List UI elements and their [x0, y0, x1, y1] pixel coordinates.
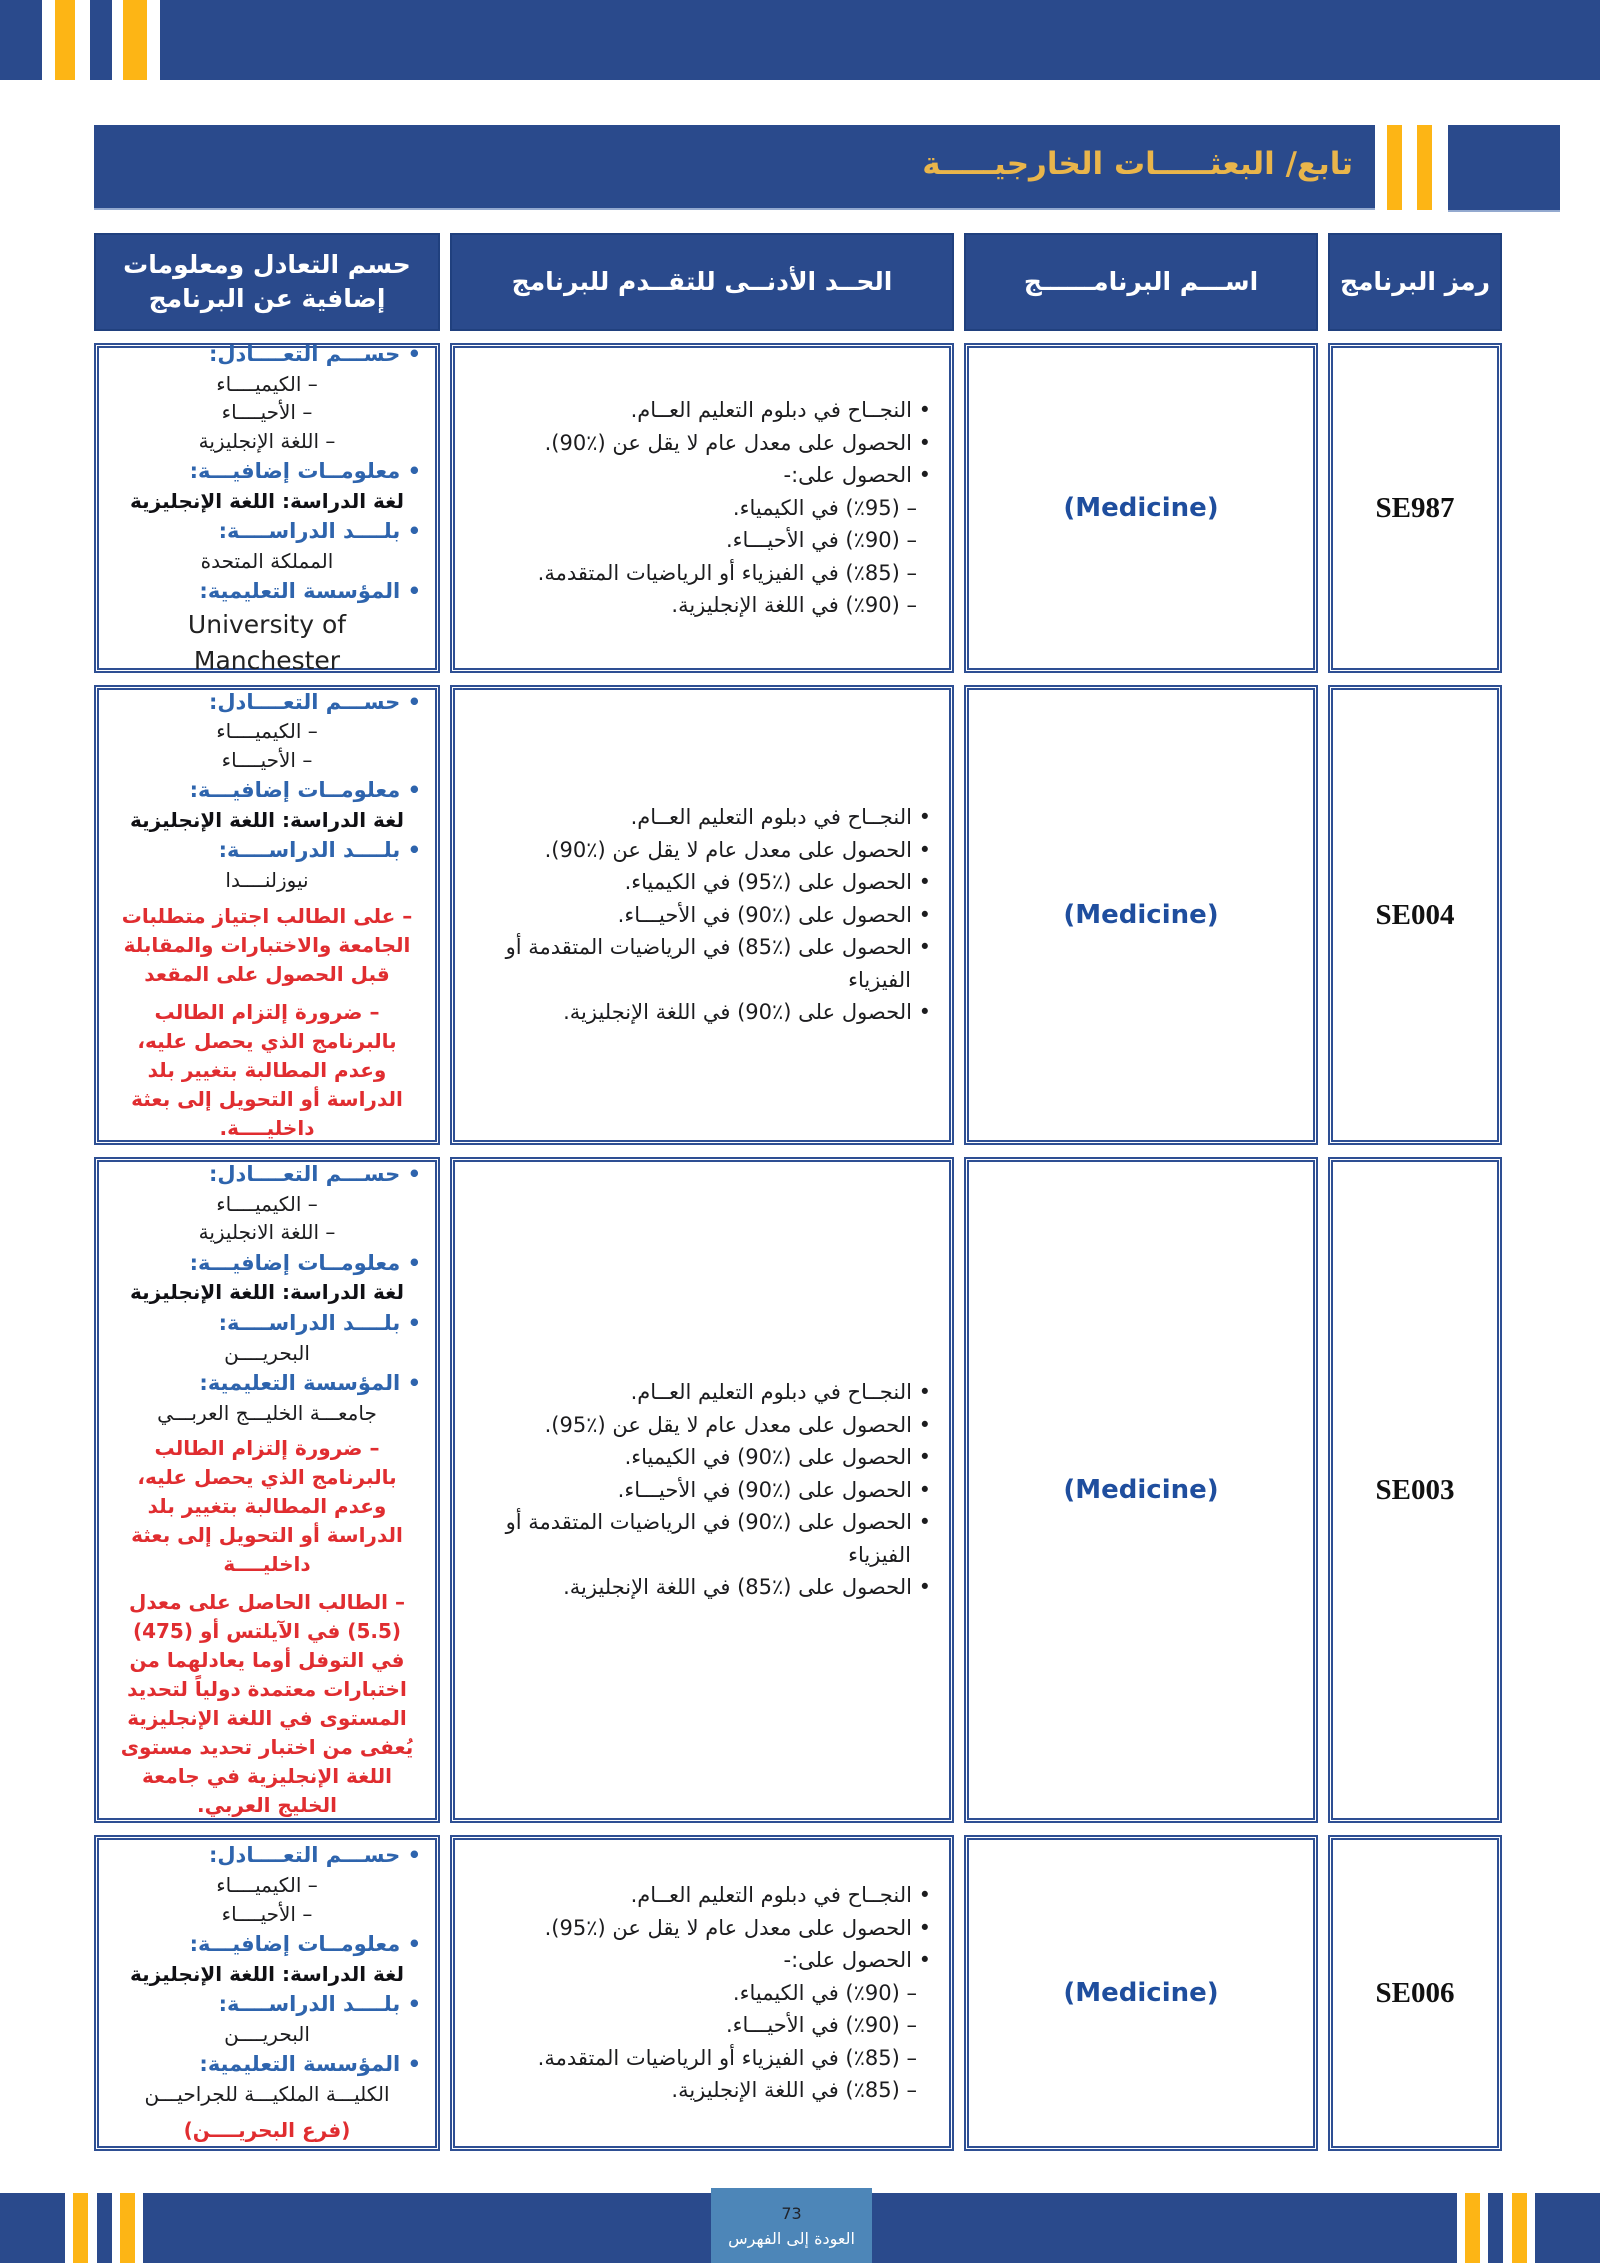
program-code: SE003 [1375, 1473, 1455, 1506]
decor-blue-segment [1448, 125, 1560, 212]
info-line: – على الطالب اجتياز متطلبات الجامعة والاختبارات والمقابلة قبل الحصول على المقعد [121, 903, 413, 986]
info-line: لغة الدراسة: اللغة الإنجليزية [130, 807, 404, 832]
info-line: نيوزلنــــدا [225, 868, 309, 893]
decor-gold-bar [1417, 125, 1432, 210]
requirement-line: • النجــاح في دبلوم التعليم العــام. [630, 1380, 931, 1405]
info-line: البحريــــن [224, 2022, 310, 2047]
program-name-cell [964, 1835, 1318, 2151]
program-name-cell [964, 343, 1318, 673]
min-requirements-cell [450, 1157, 954, 1823]
requirement-line: • الحصول على معدل عام لا يقل عن (٪95). [544, 1915, 931, 1940]
program-name: (Medicine) [1063, 1978, 1219, 2008]
min-requirements-cell [450, 685, 954, 1145]
info-line: – ضرورة إلتزام الطالب بالبرنامج الذي يحصل عليه، وعدم المطالبة بتغيير بلد الدراسة أو التحويل إلى بعثة داخليــــة. [131, 999, 403, 1140]
requirement-line: • الحصول على (٪95) في الكيمياء. [624, 870, 931, 895]
program-code: SE004 [1375, 898, 1455, 931]
info-line: • معلومــات إضافيـــة: [189, 778, 421, 803]
info-line: (فرع البحريــــن) [183, 2117, 351, 2142]
info-line: – الكيميــــاء [216, 1191, 318, 1216]
info-line: • حســـم التعــــادل: [208, 341, 421, 366]
requirement-line: – (٪90) في الكيمياء. [732, 1980, 917, 2005]
info-line: • معلومــات إضافيـــة: [189, 1250, 421, 1275]
info-line: لغة الدراسة: اللغة الإنجليزية [130, 1961, 404, 1986]
info-line: • المؤسسة التعليمية: [199, 579, 421, 604]
min-requirements-cell [450, 343, 954, 673]
info-line: – الأحيــــاء [221, 400, 313, 425]
requirement-line: • الحصول على معدل عام لا يقل عن (٪95). [544, 1412, 931, 1437]
program-code-cell [1328, 1157, 1502, 1823]
info-line: • حســـم التعــــادل: [208, 1161, 421, 1186]
info-line: • بلــــد الدراســــة: [218, 519, 421, 544]
page-number: 73 [781, 2203, 802, 2223]
footer-tab [711, 2188, 872, 2263]
info-line: – الأحيــــاء [221, 1901, 313, 1926]
page-title-bar [94, 125, 1375, 210]
decor-gold-bar [1387, 125, 1402, 210]
decor-gold-bar [123, 0, 147, 80]
requirement-line: • الحصول على (٪90) في الرياضيات المتقدمة أو الفيزياء [505, 1510, 931, 1567]
requirement-line: – (٪85) في اللغة الإنجليزية. [671, 2078, 917, 2103]
requirement-line: • الحصول على (٪90) في الأحيـــاء. [617, 902, 931, 927]
info-line: • حســـم التعــــادل: [208, 1843, 421, 1868]
requirement-line: – (٪90) في الأحيـــاء. [725, 2013, 917, 2038]
requirement-line: • الحصول على (٪90) في الكيمياء. [624, 1445, 931, 1470]
program-code-cell [1328, 1835, 1502, 2151]
info-line: University of Manchester [187, 610, 347, 675]
requirement-line: – (٪90) في اللغة الإنجليزية. [671, 593, 917, 618]
decor-gold-bar [73, 2193, 88, 2263]
requirement-line: • الحصول على (٪85) في الرياضيات المتقدمة أو الفيزياء [505, 935, 931, 992]
requirement-line: – (٪85) في الفيزياء أو الرياضيات المتقدمة. [537, 560, 917, 585]
info-line: لغة الدراسة: اللغة الإنجليزية [130, 488, 404, 513]
decor-blue-segment [0, 2193, 65, 2263]
tiebreak-info-cell [94, 1157, 440, 1823]
decor-blue-segment [160, 0, 1600, 80]
col-header-program-code: رمز البرنامج [1328, 233, 1502, 331]
info-line: • بلــــد الدراســــة: [218, 1992, 421, 2017]
requirement-line: – (٪95) في الكيمياء. [732, 495, 917, 520]
info-line: • بلــــد الدراســــة: [218, 838, 421, 863]
info-line: • معلومــات إضافيـــة: [189, 1932, 421, 1956]
page-title: تابع/ البعثـــــات الخارجيـــــة [922, 145, 1353, 182]
info-line: جامعـــة الخليـــج العربـــي [157, 1400, 377, 1425]
requirement-line: • النجــاح في دبلوم التعليم العــام. [630, 1883, 931, 1908]
decor-blue-segment [1535, 2193, 1600, 2263]
decor-gold-bar [55, 0, 75, 80]
requirement-line: • الحصول على معدل عام لا يقل عن (٪90). [544, 837, 931, 862]
info-line: – ضرورة إلتزام الطالب بالبرنامج الذي يحصل عليه، وعدم المطالبة بتغيير بلد الدراسة أو التحويل إلى بعثة داخليــــة [131, 1436, 403, 1577]
program-name-cell [964, 685, 1318, 1145]
requirement-line: • النجــاح في دبلوم التعليم العــام. [630, 398, 931, 423]
tiebreak-info-cell [94, 685, 440, 1145]
col-header-minimum-requirements: الحــد الأدنــى للتقــدم للبرنامج [450, 233, 954, 331]
program-name-cell [964, 1157, 1318, 1823]
back-to-index-link[interactable]: العودة إلى الفهرس [728, 2228, 855, 2248]
info-line: – الكيميــــاء [216, 1873, 318, 1898]
decor-blue-segment [97, 2193, 112, 2263]
requirement-line: – (٪85) في الفيزياء أو الرياضيات المتقدمة. [537, 2045, 917, 2070]
info-line: • حســـم التعــــادل: [208, 689, 421, 714]
decor-blue-segment [90, 0, 112, 80]
program-name: (Medicine) [1063, 1475, 1219, 1505]
decor-gold-bar [1512, 2193, 1527, 2263]
requirement-line: • الحصول على معدل عام لا يقل عن (٪90). [544, 430, 931, 455]
decor-gold-bar [1465, 2193, 1480, 2263]
min-requirements-cell [450, 1835, 954, 2151]
info-line: – الكيميــــاء [216, 719, 318, 744]
info-line: – الطالب الحاصل على معدل (5.5) في الآيلتس أو (475) في التوفل أوما يعادلهما من اختبارات معتمدة دولياً لتحديد المستوى في اللغة الإنجليزية يُعفى من اختبار تحديد مستوى اللغة الإنجليزية في جامعة الخليج العربي. [120, 1590, 414, 1818]
requirement-line: – (٪90) في الأحيـــاء. [725, 528, 917, 553]
program-name: (Medicine) [1063, 900, 1219, 930]
info-line: – الأحيــــاء [221, 747, 313, 772]
requirement-line: • الحصول على (٪90) في اللغة الإنجليزية. [563, 1000, 931, 1025]
info-line: • معلومــات إضافيـــة: [189, 458, 421, 483]
requirement-line: • الحصول على:- [783, 463, 931, 488]
requirement-line: • الحصول على (٪85) في اللغة الإنجليزية. [563, 1575, 931, 1600]
decor-blue-segment [0, 0, 42, 80]
decor-gold-bar [120, 2193, 135, 2263]
requirement-line: • النجــاح في دبلوم التعليم العــام. [630, 805, 931, 830]
info-line: – الكيميــــاء [216, 371, 318, 396]
tiebreak-info-cell [94, 1835, 440, 2151]
info-line: • المؤسسة التعليمية: [199, 2052, 421, 2077]
program-code: SE987 [1375, 491, 1455, 524]
info-line: لغة الدراسة: اللغة الإنجليزية [130, 1280, 404, 1305]
program-name: (Medicine) [1063, 493, 1219, 523]
info-line: – اللغة الانجليزية [198, 1220, 336, 1245]
info-line: المملكة المتحدة [200, 548, 334, 573]
decor-blue-segment [1488, 2193, 1503, 2263]
info-line: – اللغة الإنجليزية [198, 428, 336, 453]
info-line: • المؤسسة التعليمية: [199, 1370, 421, 1395]
program-code-cell [1328, 343, 1502, 673]
info-line: الكليـــة الملكيـــة للجراحيـــن [144, 2082, 390, 2107]
info-line: • بلــــد الدراســــة: [218, 1310, 421, 1335]
col-header-program-name: اســـم البرنامــــــج [964, 233, 1318, 331]
requirement-line: • الحصول على (٪90) في الأحيـــاء. [617, 1477, 931, 1502]
info-line: البحريــــن [224, 1340, 310, 1365]
requirement-line: • الحصول على:- [783, 1948, 931, 1973]
tiebreak-info-cell [94, 343, 440, 673]
col-header-tiebreak-info: حسم التعادل ومعلومات إضافية عن البرنامج [94, 233, 440, 331]
program-code: SE006 [1375, 1976, 1455, 2009]
programs-table [94, 233, 1502, 2151]
program-code-cell [1328, 685, 1502, 1145]
